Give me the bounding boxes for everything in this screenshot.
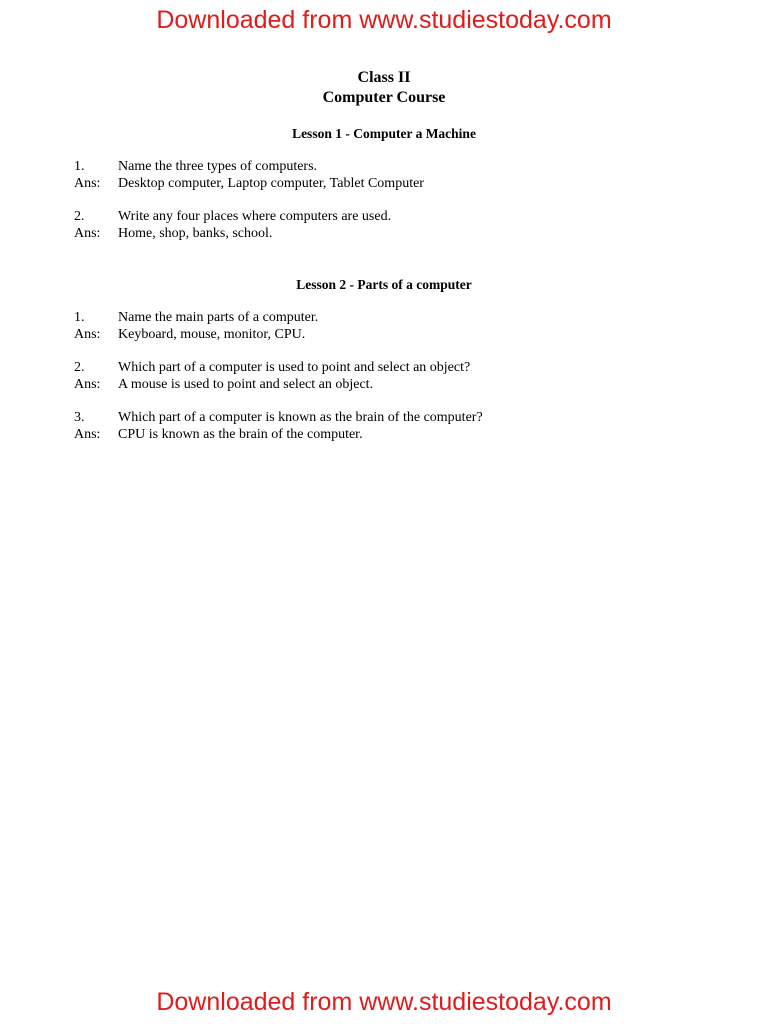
answer-text: CPU is known as the brain of the computer. — [118, 427, 363, 442]
answer-text: Home, shop, banks, school. — [118, 226, 273, 241]
answer-text: A mouse is used to point and select an object. — [118, 377, 374, 392]
question-number: 3. — [74, 410, 85, 425]
answer-line — [74, 175, 714, 192]
question-text: Which part of a computer is used to point and select an object? — [118, 360, 471, 375]
answer-label: Ans: — [74, 226, 101, 241]
download-banner-top: Downloaded from www.studiestoday.com — [156, 6, 612, 34]
answer-label: Ans: — [74, 327, 101, 342]
question-number: 2. — [74, 209, 85, 224]
answer-label: Ans: — [74, 427, 101, 442]
lesson-2-heading: Lesson 2 - Parts of a computer — [296, 277, 472, 292]
answer-line — [74, 225, 714, 242]
question-text: Name the main parts of a computer. — [118, 310, 319, 325]
question-line — [74, 359, 714, 376]
question-number: 2. — [74, 360, 85, 375]
lesson-1-question-1 — [74, 158, 714, 192]
question-text: Name the three types of computers. — [118, 159, 318, 174]
lesson-1-heading: Lesson 1 - Computer a Machine — [292, 126, 476, 141]
lesson-2-question-1 — [74, 309, 714, 343]
lesson-2-question-2 — [74, 359, 714, 393]
document-title-class: Class II — [357, 69, 411, 86]
answer-label: Ans: — [74, 377, 101, 392]
answer-line — [74, 376, 714, 393]
answer-label: Ans: — [74, 176, 101, 191]
question-text: Which part of a computer is known as the brain of the computer? — [118, 410, 483, 425]
answer-text: Keyboard, mouse, monitor, CPU. — [118, 327, 306, 342]
answer-line — [74, 426, 714, 443]
lesson-2-question-3 — [74, 409, 714, 443]
question-number: 1. — [74, 159, 85, 174]
download-banner-bottom: Downloaded from www.studiestoday.com — [156, 988, 612, 1016]
answer-text: Desktop computer, Laptop computer, Tablet Computer — [118, 176, 424, 191]
question-line — [74, 158, 714, 175]
answer-line — [74, 326, 714, 343]
question-number: 1. — [74, 310, 85, 325]
lesson-1-question-2 — [74, 208, 714, 242]
question-line — [74, 208, 714, 225]
document-title-course: Computer Course — [322, 89, 446, 106]
question-text: Write any four places where computers are used. — [118, 209, 392, 224]
question-line — [74, 409, 714, 426]
question-line — [74, 309, 714, 326]
